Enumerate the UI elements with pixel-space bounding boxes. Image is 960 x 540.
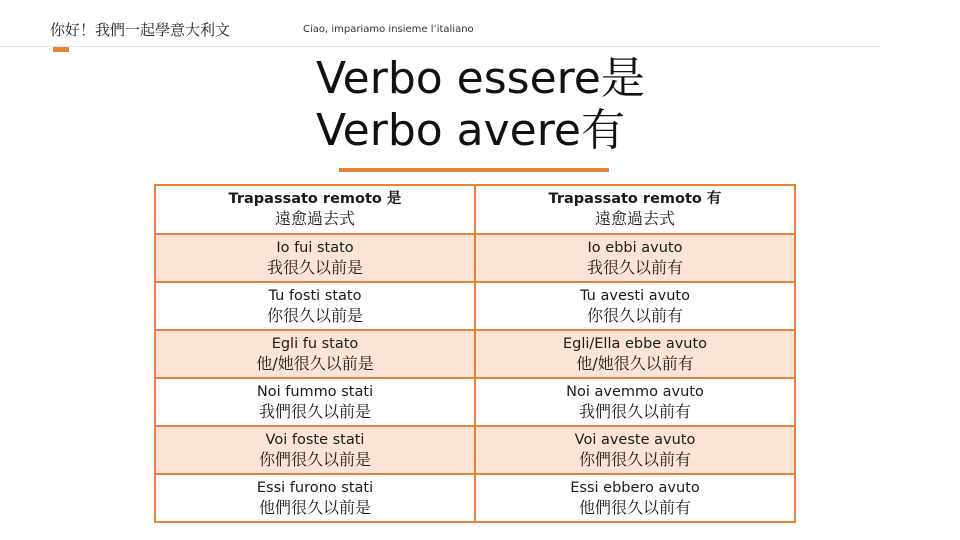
header-italian-label: Trapassato remoto 是 [228, 191, 402, 207]
chinese-translation: 他們很久以前有 [578, 497, 691, 517]
italian-form: Io ebbi avuto [587, 239, 683, 256]
header-subtitle: Ciao, impariamo insieme l’italiano [303, 24, 474, 35]
table-header-row [155, 185, 795, 234]
table-cell [155, 378, 475, 426]
table-cell [155, 330, 475, 378]
slide-title-line-2: Verbo avere有 [316, 105, 625, 156]
table-header-cell-essere [155, 185, 475, 234]
chinese-translation: 我很久以前有 [586, 257, 683, 277]
chinese-translation: 你們很久以前是 [258, 449, 371, 469]
chinese-translation: 你們很久以前有 [578, 449, 691, 469]
chinese-translation: 他們很久以前是 [258, 497, 371, 517]
table-cell [155, 426, 475, 474]
table-cell [475, 234, 795, 282]
chinese-translation: 我們很久以前是 [258, 401, 371, 421]
table-row [155, 234, 795, 282]
header-chinese-label: 遠愈過去式 [274, 209, 355, 228]
chinese-translation: 他/她很久以前有 [576, 353, 694, 373]
slide-title-line-1: Verbo essere是 [316, 53, 645, 104]
header-chinese-label: 遠愈過去式 [594, 209, 675, 228]
table-cell [475, 426, 795, 474]
table-cell [155, 234, 475, 282]
table-row [155, 426, 795, 474]
italian-form: Io fui stato [276, 239, 354, 256]
table-row [155, 378, 795, 426]
table-cell [475, 282, 795, 330]
header-divider [0, 46, 880, 47]
italian-form: Voi foste stati [265, 431, 365, 448]
italian-form: Tu fosti stato [268, 287, 362, 304]
chinese-translation: 我很久以前是 [266, 257, 363, 277]
italian-form: Noi avemmo avuto [566, 383, 704, 400]
chinese-translation: 你很久以前有 [586, 305, 683, 325]
conjugation-table [154, 184, 796, 523]
italian-form: Noi fummo stati [256, 383, 374, 400]
italian-form: Essi ebbero avuto [570, 479, 700, 496]
brand-accent-bar [53, 47, 69, 52]
italian-form: Voi aveste avuto [574, 431, 696, 448]
italian-form: Tu avesti avuto [580, 287, 690, 304]
chinese-translation: 我們很久以前有 [578, 401, 691, 421]
table-header-cell-avere [475, 185, 795, 234]
header-italian-label: Trapassato remoto 有 [548, 191, 722, 207]
italian-form: Egli/Ella ebbe avuto [562, 335, 708, 352]
table-cell [155, 474, 475, 522]
table-row [155, 330, 795, 378]
table-row [155, 474, 795, 522]
table-cell [475, 330, 795, 378]
chinese-translation: 他/她很久以前是 [256, 353, 374, 373]
table-cell [475, 378, 795, 426]
chinese-translation: 你很久以前是 [266, 305, 363, 325]
table-cell [475, 474, 795, 522]
table-cell [155, 282, 475, 330]
table-row [155, 282, 795, 330]
brand-title: 你好！我們一起學意大利文 [50, 21, 231, 39]
italian-form: Essi furono stati [256, 479, 374, 496]
slide-title [316, 53, 645, 157]
italian-form: Egli fu stato [271, 335, 359, 352]
title-underline [339, 168, 609, 172]
